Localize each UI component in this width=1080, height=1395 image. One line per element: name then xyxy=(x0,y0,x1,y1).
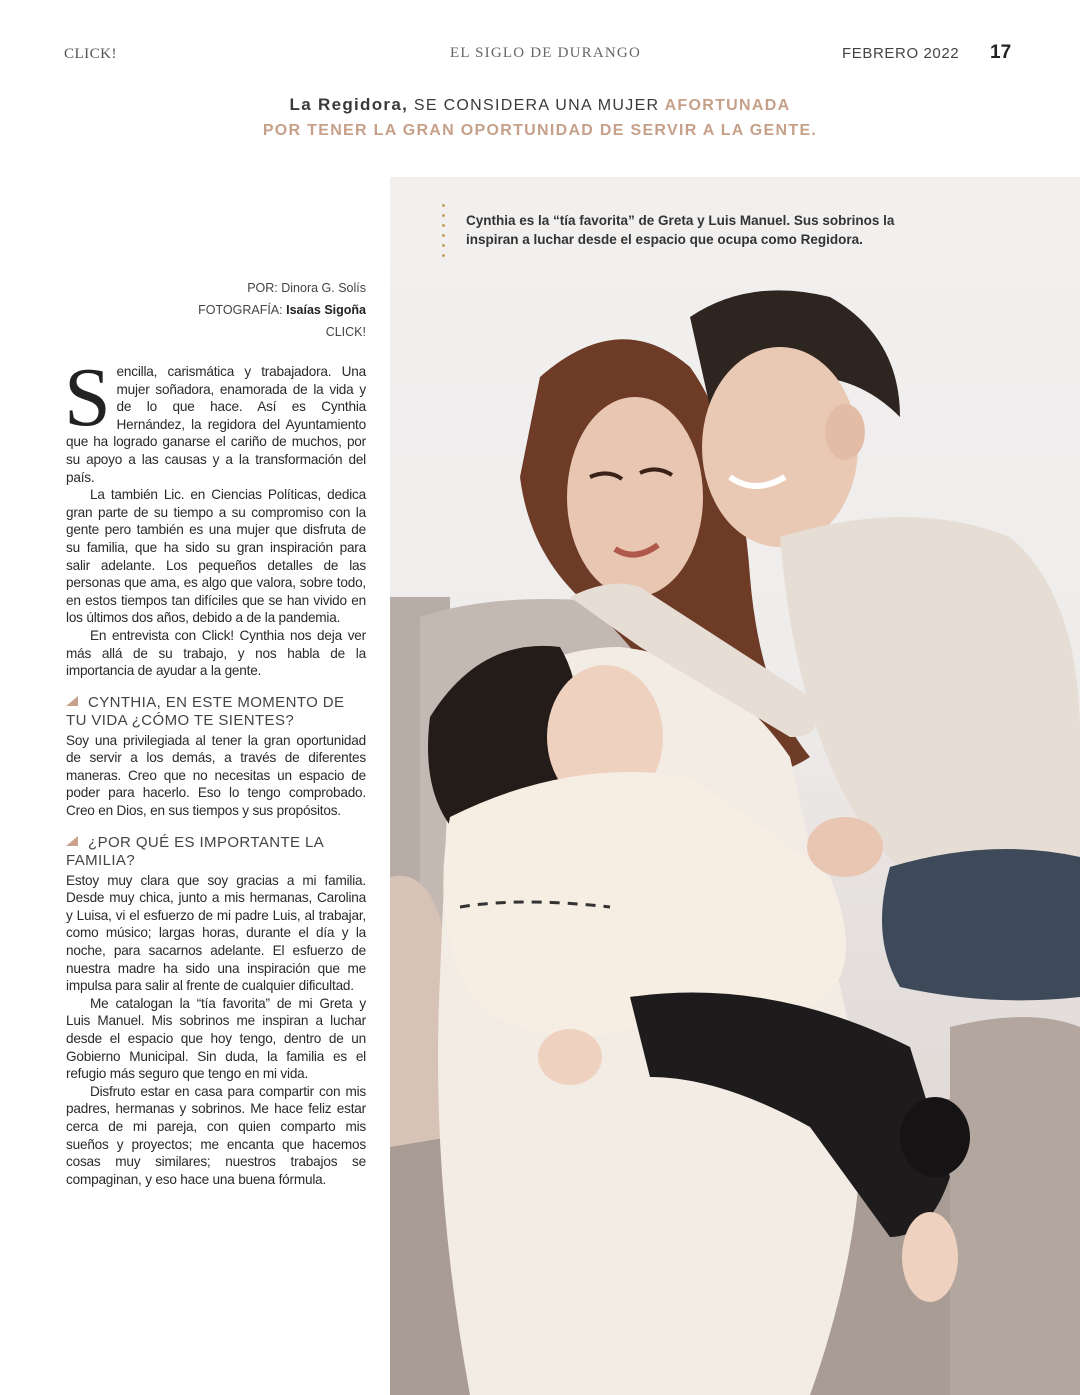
pull-quote-line-1 xyxy=(0,95,1080,115)
question-1-text: CYNTHIA, EN ESTE MOMENTO DE TU VIDA ¿CÓMO TE SIENTES? xyxy=(66,693,345,729)
answer-2: Estoy muy clara que soy gracias a mi familia. Desde muy chica, junto a mis hermanas, Carolina y Luisa, vi el esfuerzo de mi padre Luis, al trabajar, como músico; largas horas, durante el día y la noche, para sacarnos adelante. El esfuerzo de nuestra madre ha sido una inspiración que me impulsa para salir al frente de cualquier dificultad. xyxy=(66,872,366,994)
drop-cap: S xyxy=(64,351,111,444)
question-2 xyxy=(66,834,366,870)
newspaper-name: EL SIGLO DE DURANGO xyxy=(450,45,641,61)
answer-4: Disfruto estar en casa para compartir con mis padres, hermanas y sobrinos. Me hace feliz estar cerca de mi pareja, con quien comparto mis sueños y proyectos; me encanta que hacemos cosas muy similares; nuestros trabajos se compaginan, y eso hace una buena fórmula. xyxy=(66,1083,366,1187)
answer-3: Me catalogan la “tía favorita” de mi Greta y Luis Manuel. Mis sobrinos me inspiran a luchar desde el espacio que hoy tengo, dentro de un Gobierno Municipal. Sin duda, la familia es el refugio más seguro que tengo en mi vida. xyxy=(66,995,366,1082)
photo-credit xyxy=(198,299,366,321)
article-credits xyxy=(198,277,366,343)
byline-label: POR: xyxy=(247,281,278,295)
pull-quote-title: La Regidora, xyxy=(289,95,409,114)
pull-quote-highlight: AFORTUNADA xyxy=(664,97,791,114)
outlet-credit: CLICK! xyxy=(325,325,366,339)
family-photo xyxy=(390,177,1080,1395)
magazine-name: CLICK! xyxy=(64,46,117,62)
photo-caption: Cynthia es la “tía favorita” de Greta y Luis Manuel. Sus sobrinos la inspiran a luchar desde el espacio que ocupa como Regidora. xyxy=(466,213,895,247)
paragraph-1-text: encilla, carismática y trabajadora. Una mujer soñadora, enamorada de la vida y de lo que hace. Así es Cynthia Hernández, la regidora del Ayuntamiento que ha logrado ganarse el cariño de muchos, por su apoyo a las causas y a la transformación del país. xyxy=(66,364,366,485)
photo-illustration xyxy=(390,177,1080,1395)
pull-quote-middle: SE CONSIDERA UNA MUJER xyxy=(413,97,660,114)
paragraph-2: La también Lic. en Ciencias Políticas, dedica gran parte de su tiempo a su compromiso con la gente pero también es una mujer que disfruta de su familia, que ha sido su gran inspiración para salir adelante. Los pequeños detalles de las personas que ama, es algo que valora, sobre todo, en estos tiempos tan difíciles que se han vivido en los últimos dos años, debido a de la pandemia. xyxy=(66,487,366,626)
paragraph-1 xyxy=(64,351,366,486)
pull-quote-line-2: POR TENER LA GRAN OPORTUNIDAD DE SERVIR A LA GENTE. xyxy=(262,122,818,139)
article-body xyxy=(64,351,366,1188)
photographer-name: Isaías Sigoña xyxy=(286,303,366,317)
page-number: 17 xyxy=(990,42,1012,63)
caption-dots xyxy=(442,204,446,264)
triangle-icon xyxy=(66,696,78,706)
question-1 xyxy=(66,694,366,730)
question-2-text: ¿POR QUÉ ES IMPORTANTE LA FAMILIA? xyxy=(66,833,324,869)
triangle-icon xyxy=(66,836,78,846)
paragraph-3: En entrevista con Click! Cynthia nos deja ver más allá de su trabajo, y nos habla de la importancia de ayudar a la gente. xyxy=(66,627,366,679)
answer-1: Soy una privilegiada al tener la gran oportunidad de servir a los demás, a través de diferentes maneras. Creo que no necesitas un espacio de poder para hacerlo. Eso lo tengo comprobado. Creo en Dios, en sus tiempos y sus propósitos. xyxy=(66,732,366,819)
issue-date: FEBRERO 2022 xyxy=(842,45,960,62)
byline xyxy=(198,277,366,299)
author-name: Dinora G. Solís xyxy=(281,281,366,295)
photo-credit-label: FOTOGRAFÍA: xyxy=(198,303,283,317)
